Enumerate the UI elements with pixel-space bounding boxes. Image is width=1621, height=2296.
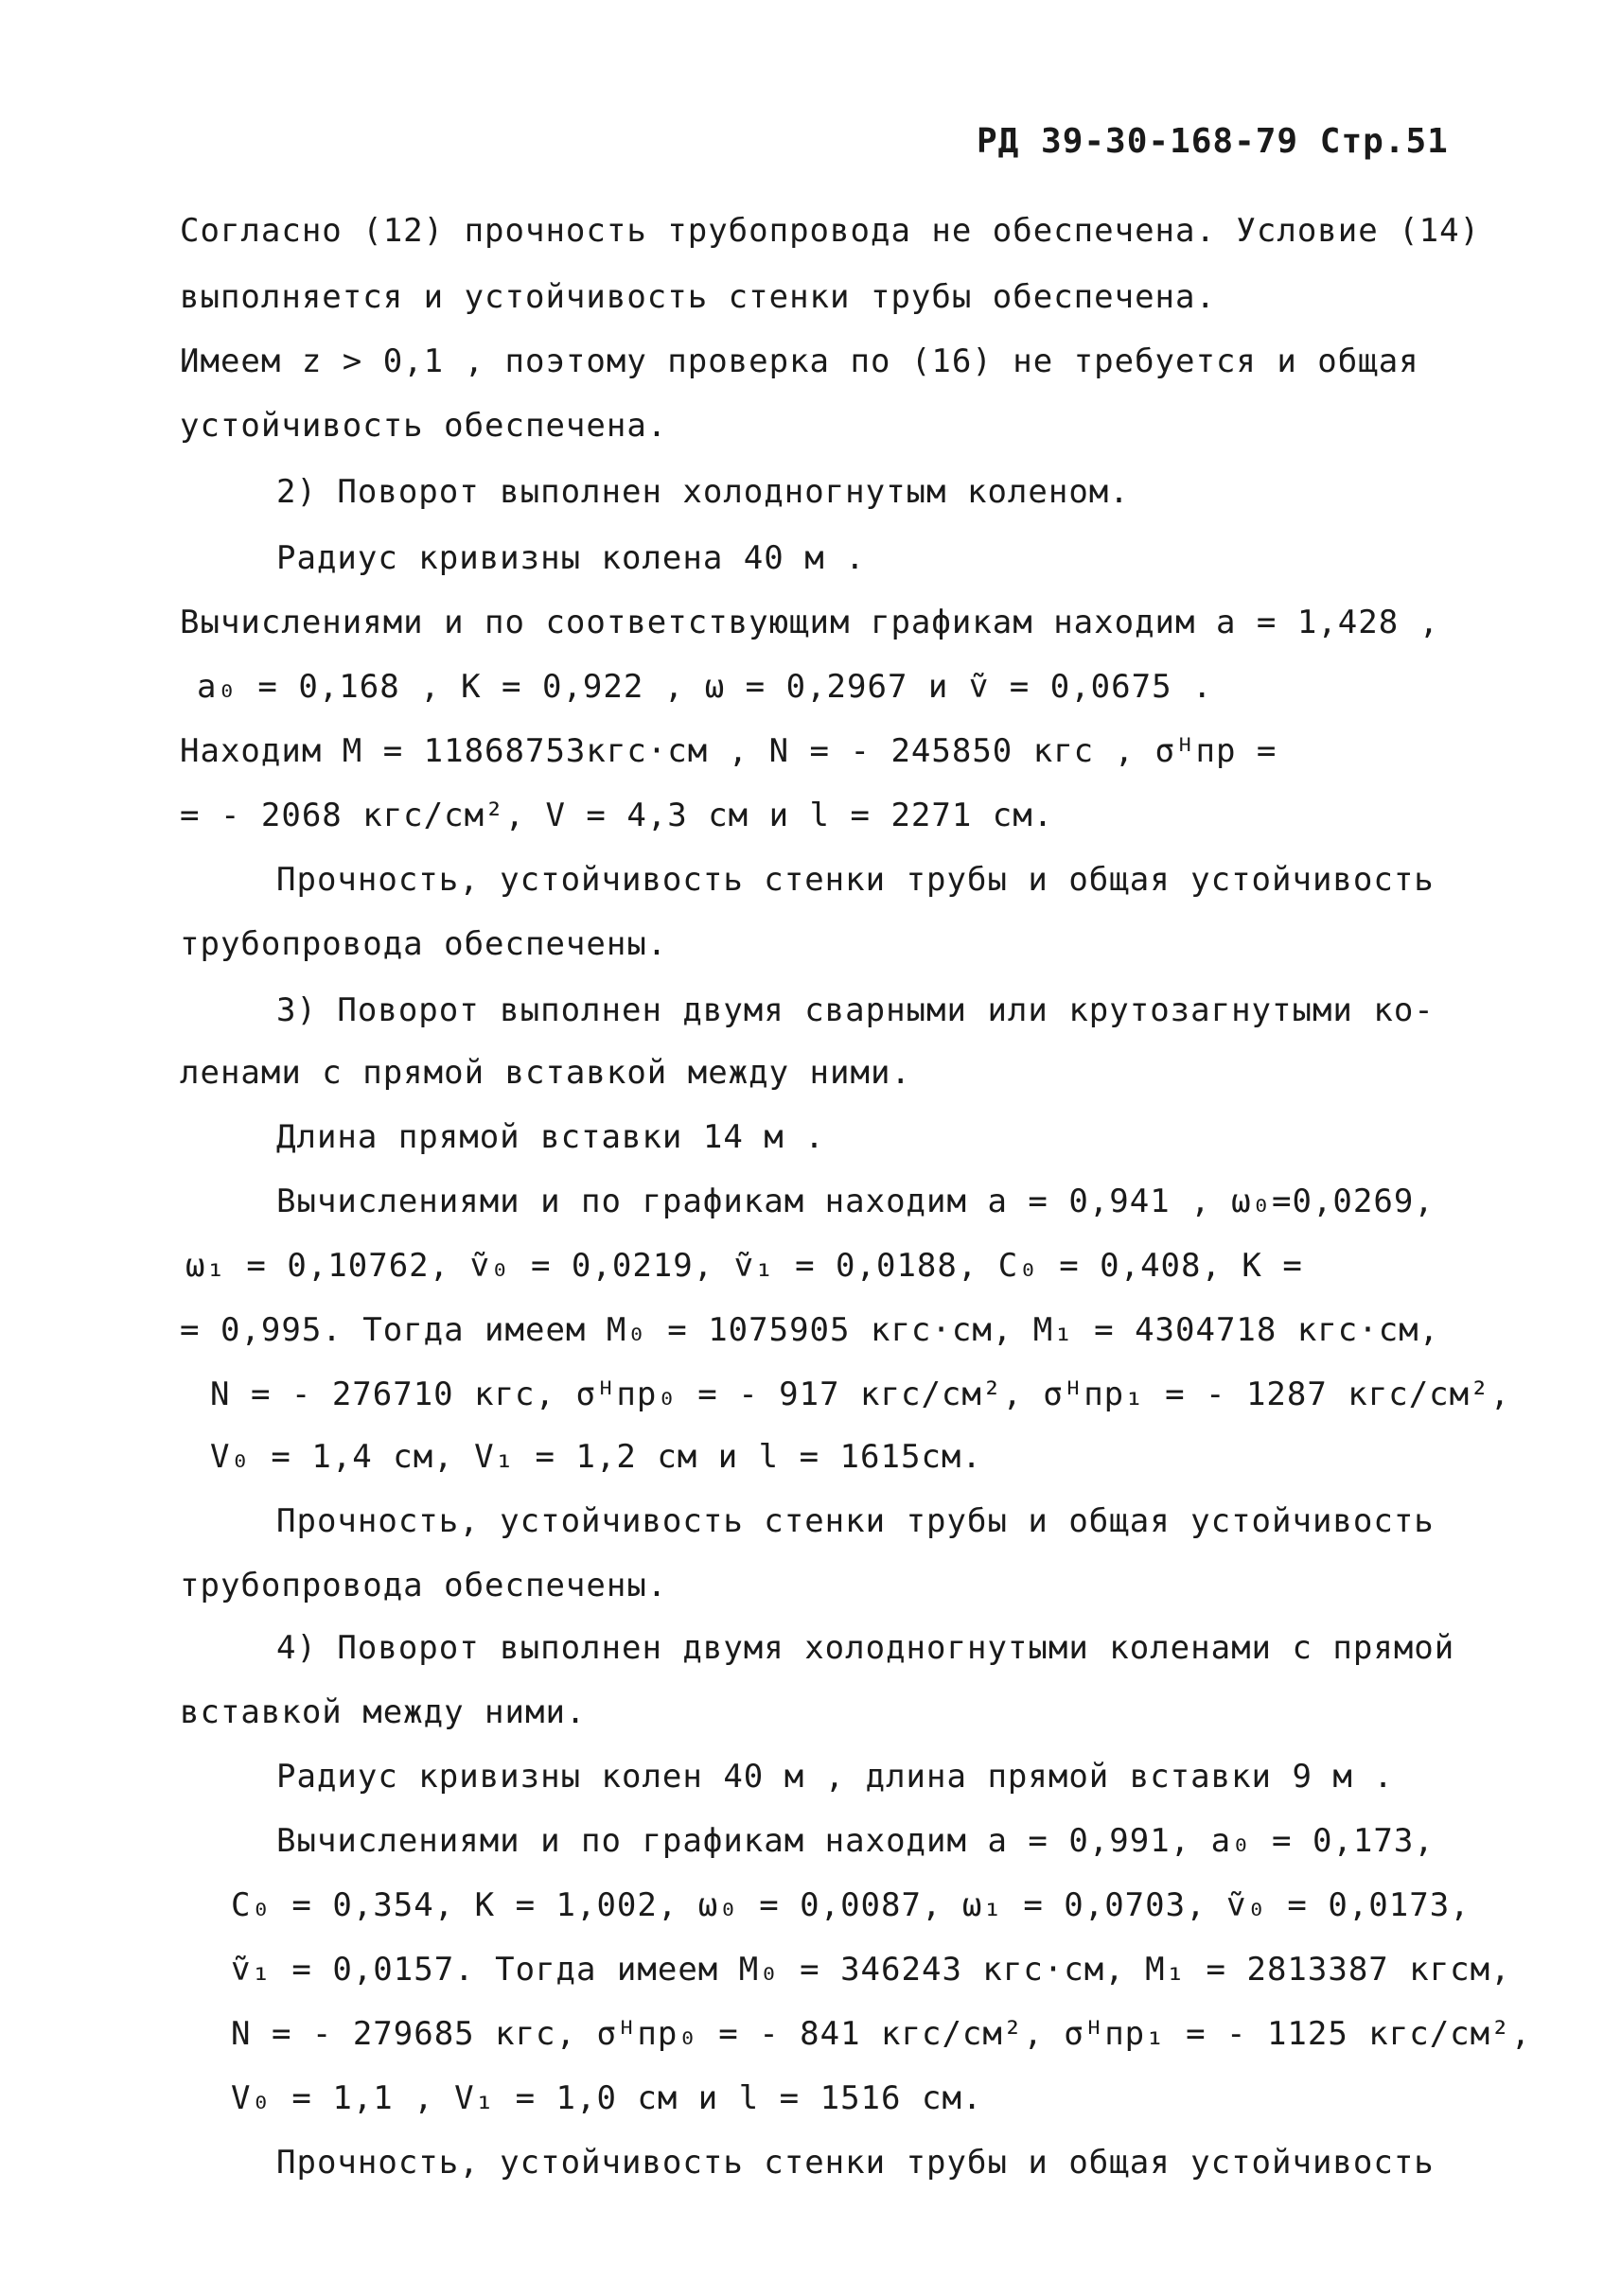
text-line: выполняется и устойчивость стенки трубы обеспечена. [180,278,1216,316]
text-line: N = - 279685 кгс, σᴴпр₀ = - 841 кгс/см², σᴴпр₁ = - 1125 кгс/см², [231,2015,1532,2053]
text-line: Прочность, устойчивость стенки трубы и общая устойчивость [276,2144,1435,2182]
text-line: ленами с прямой вставкой между ними. [180,1054,911,1092]
text-line: вставкой между ними. [180,1693,587,1731]
text-line: трубопровода обеспечены. [180,1567,668,1604]
text-line: Вычислениями и по графикам находим a = 0,941 , ω₀=0,0269, [276,1183,1435,1220]
text-line: V₀ = 1,4 см, V₁ = 1,2 см и l = 1615см. [210,1438,982,1476]
page-header: РД 39-30-168-79 Стр.51 [977,122,1449,161]
text-line: Вычислениями и по графикам находим a = 0,991, a₀ = 0,173, [276,1822,1435,1860]
text-line: Имеем z > 0,1 , поэтому проверка по (16) не требуется и общая [180,342,1419,380]
text-line: Прочность, устойчивость стенки трубы и общая устойчивость [276,861,1435,899]
text-line: Длина прямой вставки 14 м . [276,1118,825,1156]
text-line: устойчивость обеспечена. [180,407,668,445]
text-line: 2) Поворот выполнен холодногнутым коленом. [276,473,1130,511]
text-line: C₀ = 0,354, K = 1,002, ω₀ = 0,0087, ω₁ = 0,0703, ṽ₀ = 0,0173, [231,1886,1471,1924]
text-line: Радиус кривизны колен 40 м , длина прямой вставки 9 м . [276,1758,1394,1796]
text-line: ṽ₁ = 0,0157. Тогда имеем M₀ = 346243 кгс·см, M₁ = 2813387 кгсм, [231,1951,1511,1989]
text-line: 4) Поворот выполнен двумя холодногнутыми коленами с прямой [276,1629,1455,1667]
text-line: = 0,995. Тогда имеем M₀ = 1075905 кгс·см, M₁ = 4304718 кгс·см, [180,1311,1440,1349]
text-line: V₀ = 1,1 , V₁ = 1,0 см и l = 1516 см. [231,2079,983,2117]
text-line: Находим M = 11868753кгс·см , N = - 245850 кгс , σᴴпр = [180,732,1277,770]
text-line: = - 2068 кгс/см², V = 4,3 см и l = 2271 см. [180,797,1054,834]
text-line: трубопровода обеспечены. [180,925,668,963]
text-line: 3) Поворот выполнен двумя сварными или крутозагнутыми ко- [276,991,1435,1029]
text-line: Радиус кривизны колена 40 м . [276,539,866,577]
text-line: Прочность, устойчивость стенки трубы и общая устойчивость [276,1502,1435,1540]
text-line: N = - 276710 кгс, σᴴпр₀ = - 917 кгс/см², σᴴпр₁ = - 1287 кгс/см², [210,1376,1511,1413]
text-line: a₀ = 0,168 , K = 0,922 , ω = 0,2967 и ṽ = 0,0675 . [197,668,1213,706]
text-line: Вычислениями и по соответствующим графикам находим a = 1,428 , [180,604,1440,641]
text-line: ω₁ = 0,10762, ṽ₀ = 0,0219, ṽ₁ = 0,0188, C₀ = 0,408, K = [185,1247,1303,1285]
text-line: Согласно (12) прочность трубопровода не обеспечена. Условие (14) [180,212,1481,250]
